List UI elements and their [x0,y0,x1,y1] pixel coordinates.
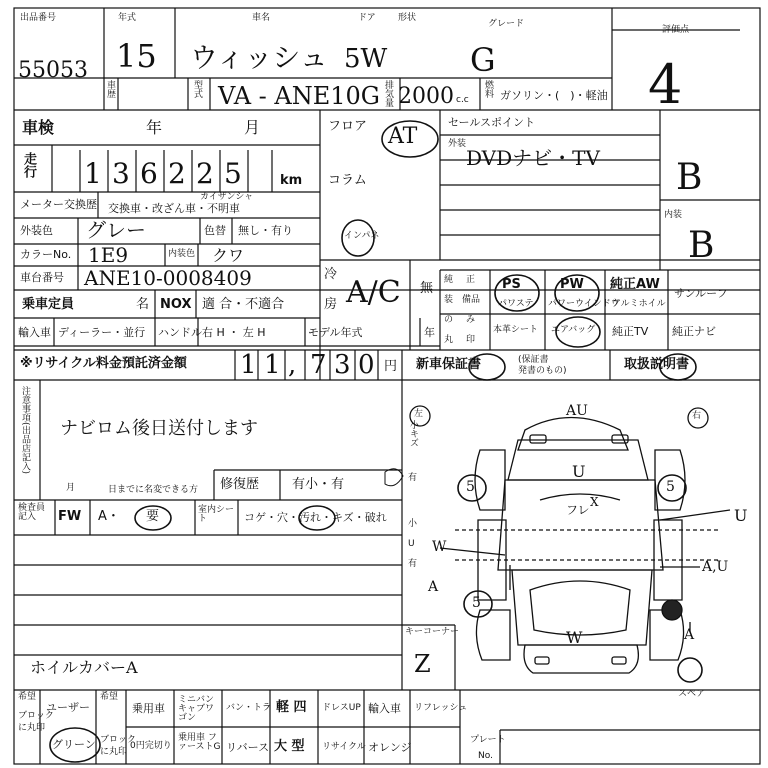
meter-label: メーター交換歴 [20,198,97,211]
meter-small: カイザンシャ [200,192,254,202]
inpane-label: インパネ [344,231,380,241]
interior-grade: B [688,225,715,266]
block-label-2: ブロック [100,735,136,745]
lot-number: 55053 [18,58,88,83]
fw-circled: 要 [146,509,160,524]
aw-sub: アルミホイル [612,299,666,309]
yen-unit: 円 [384,359,398,374]
pure-equip-3: の [444,315,454,325]
tv-label: 純正TV [612,325,649,338]
category-kei: 軽 四 [276,700,307,715]
ps-label: PS [502,277,521,292]
airbag-label: エアバッグ [551,325,596,335]
notes-value: ナビロム後日送付します [60,418,258,439]
exterior-label: 外装 [448,139,467,149]
aw-label: 純正AW [610,277,660,292]
nox-label: NOX [160,297,192,312]
chassis-label: 車歴 [105,80,115,98]
key-label: キーコーナー [405,627,460,637]
exterior-grade: B [676,157,703,198]
inspection-year-unit: 年 [146,118,163,137]
mileage-digit-2: 3 [112,157,130,190]
interior-sheet-label: 室内シート [198,505,235,524]
type-label: 型式 [192,80,202,98]
category-reverse: リバース [226,741,270,754]
scratch-yes: 有 [408,473,418,483]
navi-label: 純正ナビ [672,325,716,338]
recycle-digit-1: 1 [240,350,257,380]
repair-options: 有小・有 [292,477,345,492]
lot-number-label: 出品番号 [20,13,57,23]
score-label: 評価点 [662,25,690,35]
key-value: Z [414,650,431,678]
capacity-suffix: 名 [136,297,150,312]
wheel-cover-value: ホイルカバーA [30,658,138,677]
left-label: 左 [414,409,424,419]
mark-x: X [590,495,599,509]
recycle-digit-2: 1 [264,350,281,380]
transmission-value: AT [388,124,418,149]
km-unit: km [280,173,303,188]
warranty-label: 新車保証書 [416,357,482,372]
mark-fre: フレ [566,503,590,517]
model-label: 車名 [252,13,271,23]
category-large: 大 型 [274,739,305,754]
mark-w-left: W [432,539,447,555]
scratch-small: 小 [408,519,418,529]
scratch-label: 小キズ [408,420,418,447]
pure-equip-1: 純 [444,275,454,285]
spare-label: スペア [678,689,706,699]
handle-label: ハンドル [158,326,202,339]
pw-sub: パワーウインドウ [548,299,620,309]
pure-equip-7: み [466,315,476,325]
mark-a-left: A [428,579,439,595]
pure-equip-6: 丸 [444,335,454,345]
recycle-label: ※リサイクル料金預託済金額 [20,356,187,371]
interior-label: 内装 [664,210,683,220]
notes-label: 注意事項(出品店記入) [20,386,30,475]
ac-value: A/C [346,275,401,310]
mark-u-right: U [734,506,748,525]
plate-label: プレート [470,735,506,745]
seller-label-3: に丸印 [18,723,46,733]
repair-label: 修復歴 [220,477,260,492]
recycle-comma: , [288,350,297,380]
mark-five-front-right: 5 [666,479,675,495]
recycle-digit-3: 7 [310,350,327,380]
recycle-digit-4: 3 [334,350,351,380]
recycle-digit-5: 0 [358,350,375,380]
pure-equip-8: 印 [466,335,476,345]
mileage-digit-3: 6 [140,157,158,190]
user-label: ユーザー [46,701,90,714]
pure-equip-2: 装 [444,295,454,305]
sunroof-label: サンルーフ [674,287,728,300]
category-import: 輸入車 [368,702,401,715]
category-dressup: ドレスUP [322,703,361,713]
body-color-value: グレー [86,218,146,242]
fw-label: FW [58,509,82,524]
grade-label: グレード [488,19,525,29]
year-label: 年式 [118,13,137,23]
seller-label-1: 希望 [18,692,37,702]
category-first-g: 乗用車 ファーストG [178,733,221,752]
category-minivan: ミニバン キャブワゴン [178,695,215,723]
category-sedan: 乗用車 [132,702,165,715]
sheet-options: コゲ・穴・汚れ・キズ・破れ [244,511,387,524]
cc-label: c.c [456,95,469,105]
vin-label: 車台番号 [20,271,64,284]
category-van-truck: バン・トラ [226,703,272,713]
body-color-label: 外装色 [20,224,53,237]
none-label: 無 [420,281,434,296]
block-label-3: に丸印 [100,747,128,757]
mark-w-rear: W [566,628,583,647]
warranty-sub-1: (保証書 [518,355,549,365]
inspection-label: 車検 [22,118,55,137]
inspector-label: 検査員記入 [18,503,46,522]
color-change-label: 色替 [204,224,226,237]
mileage-label: 走行 [21,152,36,178]
warranty-sub-2: 発書のもの) [518,366,567,376]
month-label: 月 [66,483,76,493]
manual-label: 取扱説明書 [624,357,690,372]
scratch-u: U [408,539,415,549]
type-value: VA - ANE10G [218,82,380,110]
doors-label: ドア [358,13,376,23]
doors-value: 5W [344,44,388,74]
model-year-suffix: 年 [424,326,435,339]
mileage-digit-4: 2 [168,157,186,190]
category-orange: オレンジ [368,741,412,754]
right-label: 右 [692,411,702,421]
ac-label-2: 房 [324,297,338,312]
mileage-digit-1: 1 [84,157,102,190]
category-refresh: リフレッシュ [414,703,468,713]
category-recycle: リサイクル [322,742,366,752]
seller-label-2: ブロック [18,711,54,721]
handle-options: 右 H ・ 左 H [202,326,266,339]
import-options: ディーラー・並行 [58,326,146,339]
fuel-label: 燃料 [483,80,493,98]
model-value: ウィッシュ [190,41,328,74]
nox-options: 適 合・不適合 [202,297,285,312]
interior-color-value: クワ [212,246,245,265]
mark-five-front-left: 5 [466,479,475,495]
score-value: 4 [648,53,683,116]
mark-au-right: A,U [702,559,729,575]
color-no-label: カラーNo. [20,248,72,261]
year-value: 15 [116,37,157,75]
leather-label: 本革シート [493,325,539,335]
displacement-value: 2000 [398,84,454,109]
pw-label: PW [560,277,584,292]
ps-sub: パワステ [498,299,534,309]
floor-label: フロア [328,119,368,134]
mark-au: AU [566,403,588,419]
category-zero-yen: 0円完切り [130,741,172,751]
mileage-digit-6: 5 [224,157,242,190]
capacity-label: 乗車定員 [22,297,75,312]
grade-value: G [470,41,496,79]
interior-color-label: 内装色 [168,249,196,259]
column-label: コラム [328,173,367,188]
selling-points-label: セールスポイント [448,116,536,129]
displacement-label: 排気量 [383,80,393,107]
plate-no-label: No. [478,751,493,761]
color-change-options: 無し・有り [238,224,293,237]
vin-value: ANE10-0008409 [84,266,252,290]
model-year-label: モデル年式 [308,326,363,339]
deadline-label: 日までに名変できる方 [108,485,199,495]
ac-label-1: 冷 [324,267,338,282]
inspection-month-unit: 月 [244,118,261,137]
selling-points-value: DVDナビ・TV [466,146,600,170]
green-label: グリーン [52,738,96,751]
shape-label: 形状 [398,13,417,23]
mark-five-rear-left: 5 [472,595,481,611]
block-label-1: 希望 [100,692,119,702]
color-no-value: 1E9 [88,243,129,267]
meter-options: 交換車・改ざん車・不明車 [108,202,240,215]
fuel-options: ガソリン・( )・軽油 [500,89,608,102]
scratch-none: 有 [408,559,418,569]
fw-options: A・ [98,509,120,524]
mileage-digit-5: 2 [196,157,214,190]
mark-u: U [572,462,586,481]
pure-equip-4: 正 [466,275,476,285]
pure-equip-5: 備品 [462,295,481,305]
mark-a-rear: A [684,627,695,643]
import-label: 輸入車 [18,326,51,339]
